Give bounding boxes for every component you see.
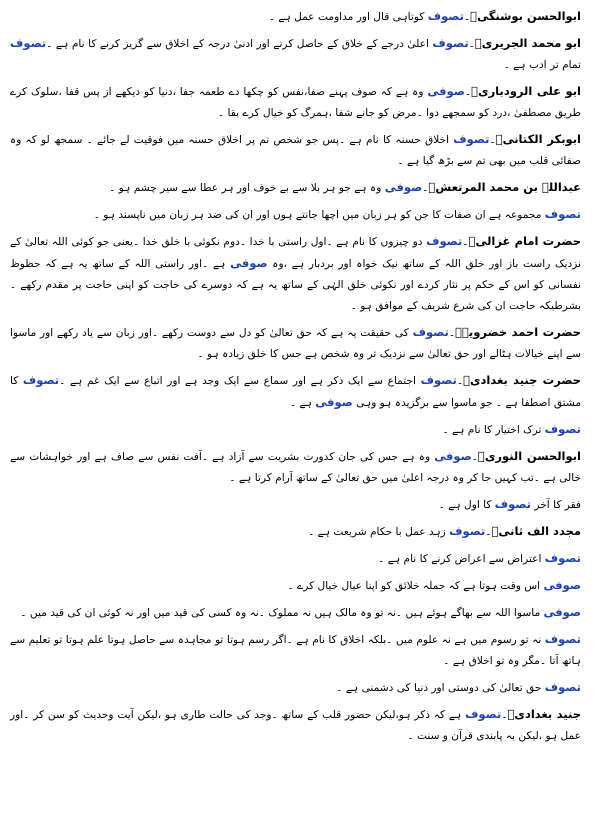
definition-text: ۔ — [485, 526, 492, 538]
definition-text: کی حقیقت یہ ہے کہ حق تعالیٰ کو دل سے دوست رکھے ۔اور زبان سے یاد رکھے اور ماسوا سے اپنے خیالات ہٹالے اور حق تعالیٰ سے نزدیک تر وہ شخص ہے جس کا خلق زیادہ ہو ۔ — [10, 327, 581, 360]
keyword-term: تصوف — [544, 551, 581, 565]
keyword-term: تصوف — [465, 707, 502, 721]
definition-paragraph — [10, 231, 581, 317]
keyword-term: تصوف — [412, 325, 449, 339]
definition-text: ۔ — [471, 451, 478, 463]
definition-text: وہ ہے کہ صوف پہنے صفا،نفس کو چکھا دے طعمہ جفا ،دنیا کو دیکھے از پس قفا ،سلوک کرے طریق مصطفیٰ ،درد کو سمجھے دوا ۔مرض کو جانے شفا ،ہمرگ کو خیال کرے بقا ۔ — [10, 86, 581, 119]
definition-text: ۔ — [468, 38, 475, 50]
keyword-term: تصوف — [453, 132, 490, 146]
definition-text: وہ ہے جو ہر بلا سے بے خوف اور ہر عطا سے سیر چشم ہو ۔ — [109, 182, 385, 194]
keyword-term: تصوف — [420, 373, 457, 387]
definition-paragraph — [10, 322, 581, 365]
definition-text: ہے ۔اور راستی اللہ کے ساتھ یہ ہے کہ حظوظ نفسانی کو اس کے حکم پر نثار کردے اور نکوئی خلق الہٰی کے ساتھ یہ ہے کہ دوسرے کی حاجت کو اپنی حاجت پر مقدم رکھے ۔بشرطیکہ حاجت ان کی شرع شریف کے موافق ہو ۔ — [10, 258, 581, 312]
definition-paragraph — [10, 6, 581, 28]
scholar-name: حضرت جنید بغدادیؒ — [463, 373, 581, 387]
definition-text: فقر کا آخر — [531, 499, 581, 511]
definition-text: وہ ہے جس کی جان کدورت بشریت سے آزاد ہے ۔آفت نفس سے صاف ہے اور خواہشات سے خالی ہے ۔تب کہیں جا کر وہ درجہ اعلیٰ میں حق تعالیٰ کے ساتھ آرام کرتا ہے ۔ — [10, 451, 581, 484]
definition-text: ترک اختیار کا نام ہے ۔ — [442, 424, 545, 436]
definition-paragraph — [10, 370, 581, 414]
scholar-name: جنید بغدادیؒ — [507, 707, 582, 721]
definition-text: اخلاق حسنہ کا نام ہے ۔پس جو شخص تم پر اخلاق حسنہ میں فوقیت لے جائے ۔ سمجھ لو کہ وہ صفائی قلب میں بھی تم سے بڑھ گیا ہے ۔ — [10, 134, 581, 167]
keyword-term: تصوف — [544, 422, 581, 436]
scholar-name: حضرت امام غزالیؒ — [468, 234, 581, 248]
definition-text: ۔ — [464, 86, 472, 98]
keyword-term: تصوف — [432, 36, 469, 50]
keyword-term: صوفی — [384, 180, 423, 194]
keyword-term: تصوف — [544, 680, 581, 694]
definition-paragraph — [10, 548, 581, 570]
definition-text: مجموعہ ہے ان صفات کا جن کو ہر زبان میں اچھا جانتے ہوں اور ان کی ضد ہر زبان میں ناپسند ہو ۔ — [93, 209, 545, 221]
definition-text: ۔ — [422, 182, 429, 194]
scholar-name: مجدد الف ثانیؒ — [491, 524, 581, 538]
definition-text: کا مشتق اصطفا ہے ۔ جو ماسوا سے برگزیدہ ہو وہی — [10, 375, 581, 409]
keyword-term: صوفی — [315, 395, 353, 409]
keyword-term: صوفی — [434, 449, 472, 463]
definition-text: ۔ — [448, 327, 456, 339]
scholar-name: حضرت احمد خضرویہؒ — [455, 325, 581, 339]
definition-text: ہے کہ ذکر ہو،لیکن حضور قلب کے ساتھ ۔وجد کی حالت طاری ہو ،لیکن آیت وحدیث کو سن کر ۔اور عمل ہو ،لیکن بہ پابندی قرآن و سنت ۔ — [10, 709, 581, 742]
keyword-term: تصوف — [494, 497, 532, 511]
definition-text: ۔ — [501, 709, 508, 721]
definition-paragraph — [10, 629, 581, 672]
definition-paragraph — [10, 521, 581, 543]
keyword-term: تصوف — [426, 234, 463, 248]
definition-paragraph — [10, 446, 581, 489]
scholar-name: ابوالحسن النوریؒ — [477, 449, 581, 463]
definition-text: کا اول ہے ۔ — [438, 499, 495, 511]
scholar-name: ابو علی الرودباریؒ — [471, 84, 582, 98]
keyword-term: صوفی — [427, 84, 465, 98]
definition-text: نہ تو رسوم میں ہے نہ علوم میں ۔بلکہ اخلاق کا نام ہے ۔اگر رسم ہوتا تو مجاہدہ سے حاصل ہوتا علم ہوتا تو تعلیم سے ہاتھ آتا ۔مگر وہ تو اخلاق ہے ۔ — [10, 634, 581, 667]
definition-text: ماسوا اللہ سے بھاگے ہوئے ہیں ۔نہ تو وہ مالک ہیں نہ مملوک ۔نہ وہ کسی کی قید میں اور نہ کوئی ان کی قید میں ۔ — [20, 607, 544, 619]
scholar-name: ابو محمد الجریریؒ — [474, 36, 581, 50]
definitions-list — [10, 6, 581, 747]
definition-paragraph — [10, 704, 581, 747]
definition-paragraph — [10, 602, 581, 624]
definition-text: ہے ۔ — [289, 397, 316, 409]
definition-paragraph — [10, 33, 581, 76]
definition-text: ۔ — [463, 11, 471, 23]
keyword-term: تصوف — [544, 632, 581, 646]
definition-text: تمام تر ادب ہے ۔ — [503, 59, 581, 71]
definition-text: اعتراض سے اعراض کرنے کا نام ہے ۔ — [378, 553, 545, 565]
definition-text: ۔ — [462, 236, 469, 248]
keyword-term: تصوف — [22, 373, 60, 387]
definition-text: زہد عمل با حکام شریعت ہے ۔ — [308, 526, 450, 538]
keyword-term: صوفی — [543, 578, 581, 592]
definition-paragraph — [10, 129, 581, 172]
definition-text: اعلیٰ درجے کے خلاق کے حاصل کرنے اور ادنیٰ درجہ کے اخلاق سے گریز کرنے کا نام ہے ۔ — [46, 38, 433, 50]
keyword-term: صوفی — [230, 256, 268, 270]
definition-paragraph — [10, 81, 581, 124]
definition-text: اجتماع سے ایک ذکر ہے اور سماع سے ایک وجد ہے اور اتباع سے ایک غم ہے ۔ — [59, 375, 421, 387]
definition-paragraph — [10, 419, 581, 441]
definition-text: اس وقت ہوتا ہے کہ جملہ خلائق کو اپنا عیال خیال کرے ۔ — [287, 580, 544, 592]
definition-text: ۔ — [456, 375, 464, 387]
definition-text: ۔ — [489, 134, 496, 146]
keyword-term: تصوف — [449, 524, 486, 538]
definition-paragraph — [10, 677, 581, 699]
scholar-name: عبداللہ بن محمد المرتعشؒ — [428, 180, 581, 194]
definition-paragraph — [10, 177, 581, 199]
keyword-term: تصوف — [544, 207, 581, 221]
keyword-term: تصوف — [10, 36, 47, 50]
keyword-term: صوفی — [543, 605, 581, 619]
definition-text: کوتاہی قال اور مداومت عمل ہے ۔ — [268, 11, 428, 23]
definition-paragraph — [10, 204, 581, 226]
keyword-term: تصوف — [427, 9, 464, 23]
definition-paragraph — [10, 575, 581, 597]
scholar-name: ابوبکر الکتانیؒ — [495, 132, 581, 146]
scholar-name: ابوالحسن بوشنگیؒ — [470, 9, 581, 23]
definition-paragraph — [10, 494, 581, 516]
definition-text: حق تعالیٰ کی دوستی اور دنیا کی دشمنی ہے ۔ — [336, 682, 545, 694]
definition-text: دو چیزوں کا نام ہے ۔اول راستی با خدا ۔دوم نکوئی با خلق خدا ۔یعنی جو کوئی اللہ تعالیٰ کے نزدیک راست باز اور خلق اللہ کے ساتھ نیک خواہ اور بردبار ہے ،وہ — [10, 236, 581, 270]
